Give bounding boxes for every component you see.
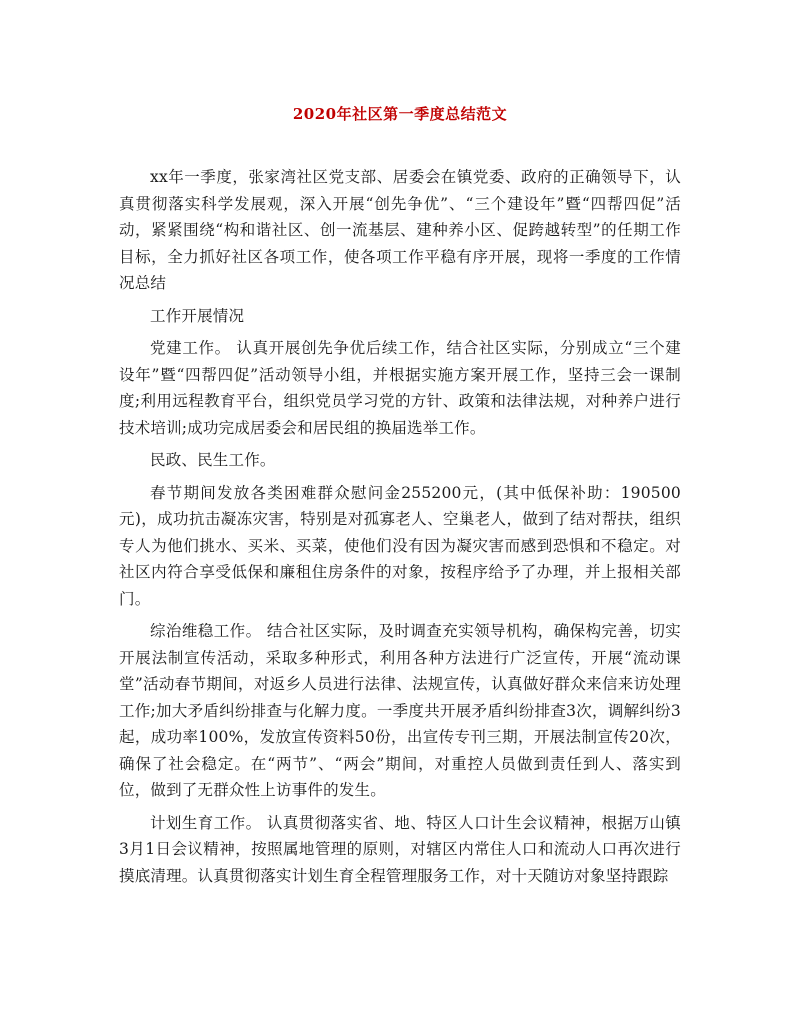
paragraph-spring-festival-relief: 春节期间发放各类困难群众慰问金255200元，(其中低保补助：190500元)，成功抗击凝冻灾害，特别是对孤寡老人、空巢老人，做到了结对帮扶，组织专人为他们挑水、买米、买菜，使他们没有因为凝灾害而感到恐惧和不稳定。对社区内符合享受低保和廉租住房条件的对象，按程序给予了办理，并上报相关部门。 <box>119 483 681 608</box>
paragraph-stability-maintenance: 综治维稳工作。 结合社区实际，及时调查充实领导机构，确保构完善，切实开展法制宣传活动，采取多种形式，利用各种方法进行广泛宣传，开展“流动课堂”活动春节期间，对返乡人员进行法律、法规宣传，认真做好群众来信来访处理工作;加大矛盾纠纷排查与化解力度。一季度共开展矛盾纠纷排查3次，调解纠纷3起，成功率100%，发放宣传资料50份，出宣传专刊三期，开展法制宣传20次，确保了社会稳定。在“两节”、“两会”期间，对重控人员做到责任到人、落实到位，做到了无群众性上访事件的发生。 <box>119 622 681 799</box>
document-title: 2020年社区第一季度总结范文 <box>292 105 508 123</box>
document-body <box>119 164 681 889</box>
section-heading-civil-affairs: 民政、民生工作。 <box>150 451 276 469</box>
paragraph-family-planning: 计划生育工作。 认真贯彻落实省、地、特区人口计生会议精神，根据万山镇3月1日会议精神，按照属地管理的原则，对辖区内常住人口和流动人口再次进行摸底清理。认真贯彻落实计划生育全程管理服务工作，对十天随访对象坚持跟踪 <box>119 813 681 885</box>
paragraph-party-building: 党建工作。 认真开展创先争优后续工作，结合社区实际，分别成立“三个建设年”暨“四帮四促”活动领导小组，并根据实施方案开展工作，坚持三会一课制度;利用远程教育平台，组织党员学习党的方针、政策和法律法规，对种养户进行技术培训;成功完成居委会和居民组的换届选举工作。 <box>119 339 681 437</box>
paragraph-intro: xx年一季度，张家湾社区党支部、居委会在镇党委、政府的正确领导下，认真贯彻落实科学发展观，深入开展“创先争优”、“三个建设年”暨“四帮四促”活动，紧紧围绕“构和谐社区、创一流基层、建种养小区、促跨越转型”的任期工作目标，全力抓好社区各项工作，使各项工作平稳有序开展，现将一季度的工作情况总结 <box>119 168 681 292</box>
section-heading-work-progress: 工作开展情况 <box>150 306 245 325</box>
